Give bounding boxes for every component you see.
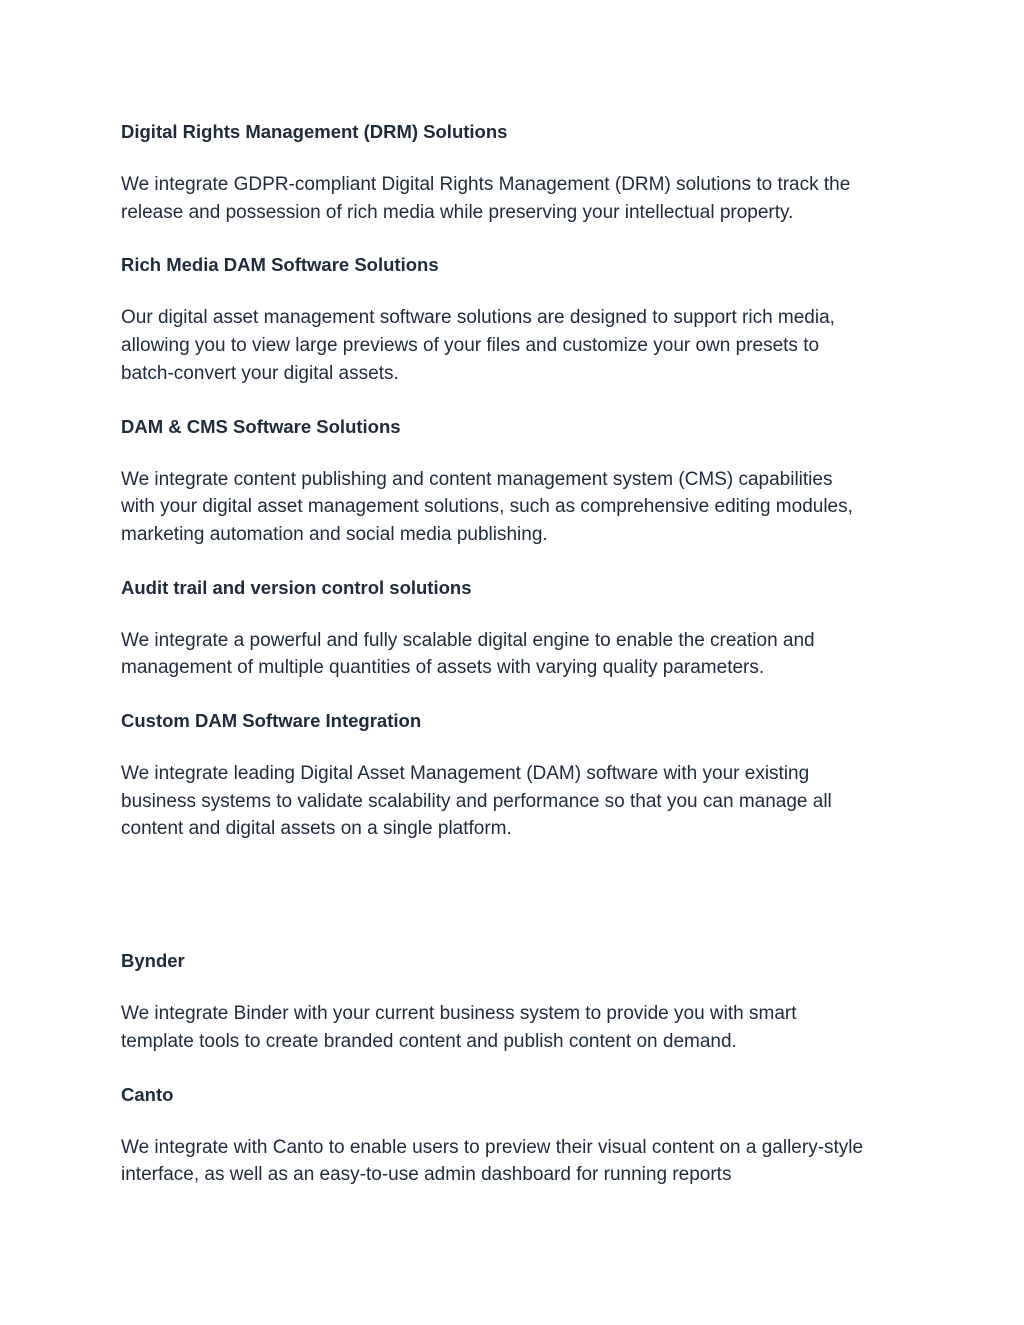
section-heading: Digital Rights Management (DRM) Solutions xyxy=(121,121,508,142)
paragraph-line: Our digital asset management software solutions are designed to support rich media, xyxy=(121,307,835,329)
section-heading: Rich Media DAM Software Solutions xyxy=(121,254,439,276)
section-custom-dam xyxy=(121,707,911,843)
section-heading: Bynder xyxy=(121,950,185,972)
blank-spacer xyxy=(121,868,911,947)
paragraph-line: release and possession of rich media while preserving your intellectual property. xyxy=(121,201,794,223)
section-paragraph xyxy=(121,760,911,843)
paragraph-line: We integrate leading Digital Asset Management (DAM) software with your existing xyxy=(121,763,810,785)
paragraph-line: marketing automation and social media publishing. xyxy=(121,523,548,545)
section-paragraph xyxy=(121,1134,911,1189)
section-heading: Audit trail and version control solutions xyxy=(121,576,472,598)
paragraph-line: We integrate with Canto to enable users to preview their visual content on a gallery-style xyxy=(121,1136,864,1158)
section-paragraph xyxy=(121,466,911,549)
section-paragraph xyxy=(121,171,911,226)
paragraph-line: allowing you to view large previews of your files and customize your own presets to xyxy=(121,335,820,357)
section-drm xyxy=(121,118,911,226)
paragraph-line: with your digital asset management solutions, such as comprehensive editing modules, xyxy=(121,496,853,518)
section-rich-media xyxy=(121,251,911,387)
paragraph-line: We integrate Binder with your current business system to provide you with smart xyxy=(121,1003,797,1025)
section-paragraph xyxy=(121,304,911,387)
section-dam-cms xyxy=(121,413,911,549)
section-audit-trail xyxy=(121,574,911,682)
paragraph-line: interface, as well as an easy-to-use admin dashboard for running reports xyxy=(121,1164,732,1186)
paragraph-line: business systems to validate scalability and performance so that you can manage all xyxy=(121,790,832,812)
document-page xyxy=(121,118,911,1214)
section-paragraph xyxy=(121,1000,911,1055)
paragraph-line: content and digital assets on a single platform. xyxy=(121,818,512,840)
section-bynder xyxy=(121,947,911,1055)
paragraph-line: We integrate content publishing and content management system (CMS) capabilities xyxy=(121,468,833,490)
paragraph-line: We integrate a powerful and fully scalable digital engine to enable the creation and xyxy=(121,629,815,651)
section-canto xyxy=(121,1081,911,1189)
paragraph-line: We integrate GDPR-compliant Digital Rights Management (DRM) solutions to track the xyxy=(121,174,851,195)
paragraph-line: batch-convert your digital assets. xyxy=(121,362,399,384)
section-heading: Canto xyxy=(121,1083,174,1105)
paragraph-line: template tools to create branded content and publish content on demand. xyxy=(121,1030,737,1052)
paragraph-line: management of multiple quantities of assets with varying quality parameters. xyxy=(121,657,765,679)
section-heading: Custom DAM Software Integration xyxy=(121,710,422,732)
section-paragraph xyxy=(121,627,911,682)
section-heading: DAM & CMS Software Solutions xyxy=(121,415,401,437)
